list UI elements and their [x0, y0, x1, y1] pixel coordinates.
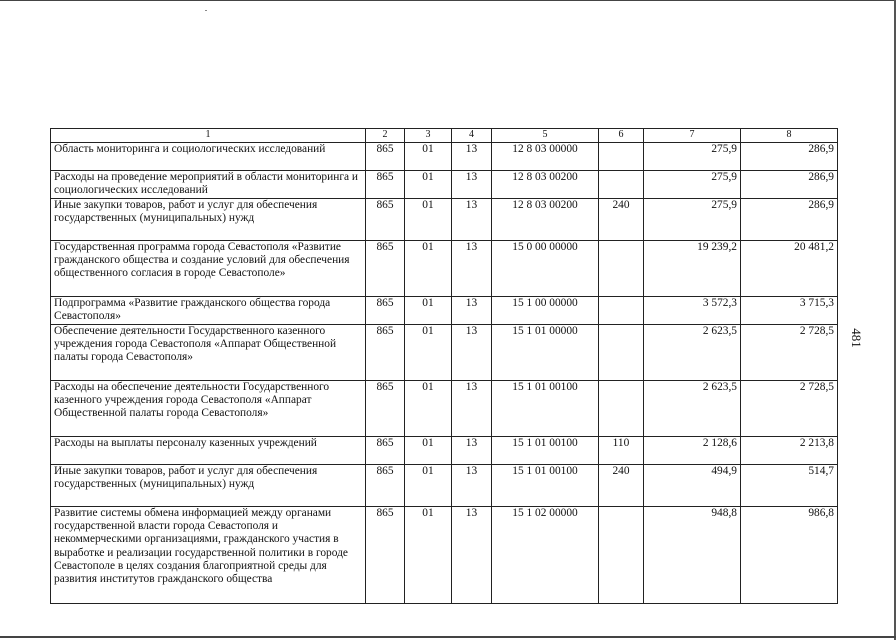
section-cell: 01 — [405, 171, 452, 199]
scan-border-top — [0, 0, 896, 1]
header-cell: 4 — [452, 129, 492, 143]
amount-cell: 948,8 — [644, 507, 741, 604]
table-row — [51, 297, 838, 325]
subsection-cell: 13 — [452, 241, 492, 297]
header-cell: 7 — [644, 129, 741, 143]
amount-cell: 2 728,5 — [741, 325, 838, 381]
expense-type-cell — [599, 297, 644, 325]
target-article-cell: 12 8 03 00000 — [492, 143, 599, 171]
amount-cell: 2 128,6 — [644, 437, 741, 465]
header-cell: 5 — [492, 129, 599, 143]
scan-border-bottom — [0, 636, 896, 638]
expense-type-cell — [599, 143, 644, 171]
subsection-cell: 13 — [452, 143, 492, 171]
amount-cell: 286,9 — [741, 199, 838, 241]
amount-cell: 286,9 — [741, 143, 838, 171]
expense-type-cell — [599, 507, 644, 604]
row-name-cell: Расходы на проведение мероприятий в области мониторинга и социологических исследований — [51, 171, 366, 199]
code-cell: 865 — [366, 241, 405, 297]
amount-cell: 19 239,2 — [644, 241, 741, 297]
target-article-cell: 15 0 00 00000 — [492, 241, 599, 297]
amount-cell: 3 572,3 — [644, 297, 741, 325]
amount-cell: 2 213,8 — [741, 437, 838, 465]
section-cell: 01 — [405, 465, 452, 507]
amount-cell: 2 728,5 — [741, 381, 838, 437]
expense-type-cell: 110 — [599, 437, 644, 465]
amount-cell: 514,7 — [741, 465, 838, 507]
table-row — [51, 325, 838, 381]
table-row — [51, 507, 838, 604]
code-cell: 865 — [366, 199, 405, 241]
amount-cell: 275,9 — [644, 199, 741, 241]
amount-cell: 986,8 — [741, 507, 838, 604]
row-name-cell: Область мониторинга и социологических исследований — [51, 143, 366, 171]
subsection-cell: 13 — [452, 507, 492, 604]
row-name-cell: Иные закупки товаров, работ и услуг для обеспечения государственных (муниципальных) нужд — [51, 465, 366, 507]
amount-cell: 2 623,5 — [644, 325, 741, 381]
expense-type-cell — [599, 325, 644, 381]
amount-cell: 20 481,2 — [741, 241, 838, 297]
expense-type-cell — [599, 171, 644, 199]
table-row — [51, 143, 838, 171]
target-article-cell: 15 1 00 00000 — [492, 297, 599, 325]
row-name-cell: Обеспечение деятельности Государственного казенного учреждения города Севастополя «Аппарат Общественной палаты города Севастополя» — [51, 325, 366, 381]
section-cell: 01 — [405, 381, 452, 437]
row-name-cell: Иные закупки товаров, работ и услуг для обеспечения государственных (муниципальных) нужд — [51, 199, 366, 241]
table-row — [51, 199, 838, 241]
expense-type-cell — [599, 241, 644, 297]
code-cell: 865 — [366, 143, 405, 171]
code-cell: 865 — [366, 171, 405, 199]
header-cell: 1 — [51, 129, 366, 143]
section-cell: 01 — [405, 437, 452, 465]
code-cell: 865 — [366, 465, 405, 507]
header-cell: 8 — [741, 129, 838, 143]
code-cell: 865 — [366, 297, 405, 325]
amount-cell: 275,9 — [644, 143, 741, 171]
expense-type-cell: 240 — [599, 199, 644, 241]
section-cell: 01 — [405, 241, 452, 297]
subsection-cell: 13 — [452, 297, 492, 325]
table-row — [51, 465, 838, 507]
target-article-cell: 15 1 01 00100 — [492, 437, 599, 465]
subsection-cell: 13 — [452, 437, 492, 465]
section-cell: 01 — [405, 507, 452, 604]
expense-type-cell — [599, 381, 644, 437]
row-name-cell: Расходы на выплаты персоналу казенных учреждений — [51, 437, 366, 465]
amount-cell: 286,9 — [741, 171, 838, 199]
subsection-cell: 13 — [452, 381, 492, 437]
target-article-cell: 15 1 01 00000 — [492, 325, 599, 381]
code-cell: 865 — [366, 507, 405, 604]
target-article-cell: 12 8 03 00200 — [492, 199, 599, 241]
subsection-cell: 13 — [452, 171, 492, 199]
budget-table — [50, 128, 838, 604]
header-cell: 3 — [405, 129, 452, 143]
header-cell: 6 — [599, 129, 644, 143]
table-header-row — [51, 129, 838, 143]
table-row — [51, 241, 838, 297]
amount-cell: 3 715,3 — [741, 297, 838, 325]
target-article-cell: 15 1 01 00100 — [492, 381, 599, 437]
row-name-cell: Развитие системы обмена информацией между органами государственной власти города Севастополя и некоммерческими организациями, гражданского участия в выработке и реализации государственной политики в городе Севастополе в целях создания благоприятной среды для развития институтов гражданского общества — [51, 507, 366, 604]
subsection-cell: 13 — [452, 199, 492, 241]
amount-cell: 275,9 — [644, 171, 741, 199]
header-cell: 2 — [366, 129, 405, 143]
code-cell: 865 — [366, 437, 405, 465]
section-cell: 01 — [405, 143, 452, 171]
target-article-cell: 15 1 02 00000 — [492, 507, 599, 604]
section-cell: 01 — [405, 325, 452, 381]
scan-speck — [205, 10, 207, 11]
table-row — [51, 381, 838, 437]
target-article-cell: 15 1 01 00100 — [492, 465, 599, 507]
target-article-cell: 12 8 03 00200 — [492, 171, 599, 199]
row-name-cell: Подпрограмма «Развитие гражданского общества города Севастополя» — [51, 297, 366, 325]
page-number: 481 — [848, 328, 864, 348]
section-cell: 01 — [405, 297, 452, 325]
amount-cell: 2 623,5 — [644, 381, 741, 437]
amount-cell: 494,9 — [644, 465, 741, 507]
subsection-cell: 13 — [452, 325, 492, 381]
code-cell: 865 — [366, 381, 405, 437]
table-row — [51, 171, 838, 199]
subsection-cell: 13 — [452, 465, 492, 507]
table-row — [51, 437, 838, 465]
row-name-cell: Государственная программа города Севастополя «Развитие гражданского общества и создание условий для обеспечения общественного согласия в городе Севастополе» — [51, 241, 366, 297]
section-cell: 01 — [405, 199, 452, 241]
code-cell: 865 — [366, 325, 405, 381]
expense-type-cell: 240 — [599, 465, 644, 507]
row-name-cell: Расходы на обеспечение деятельности Государственного казенного учреждения города Севастополя «Аппарат Общественной палаты города Севастополя» — [51, 381, 366, 437]
